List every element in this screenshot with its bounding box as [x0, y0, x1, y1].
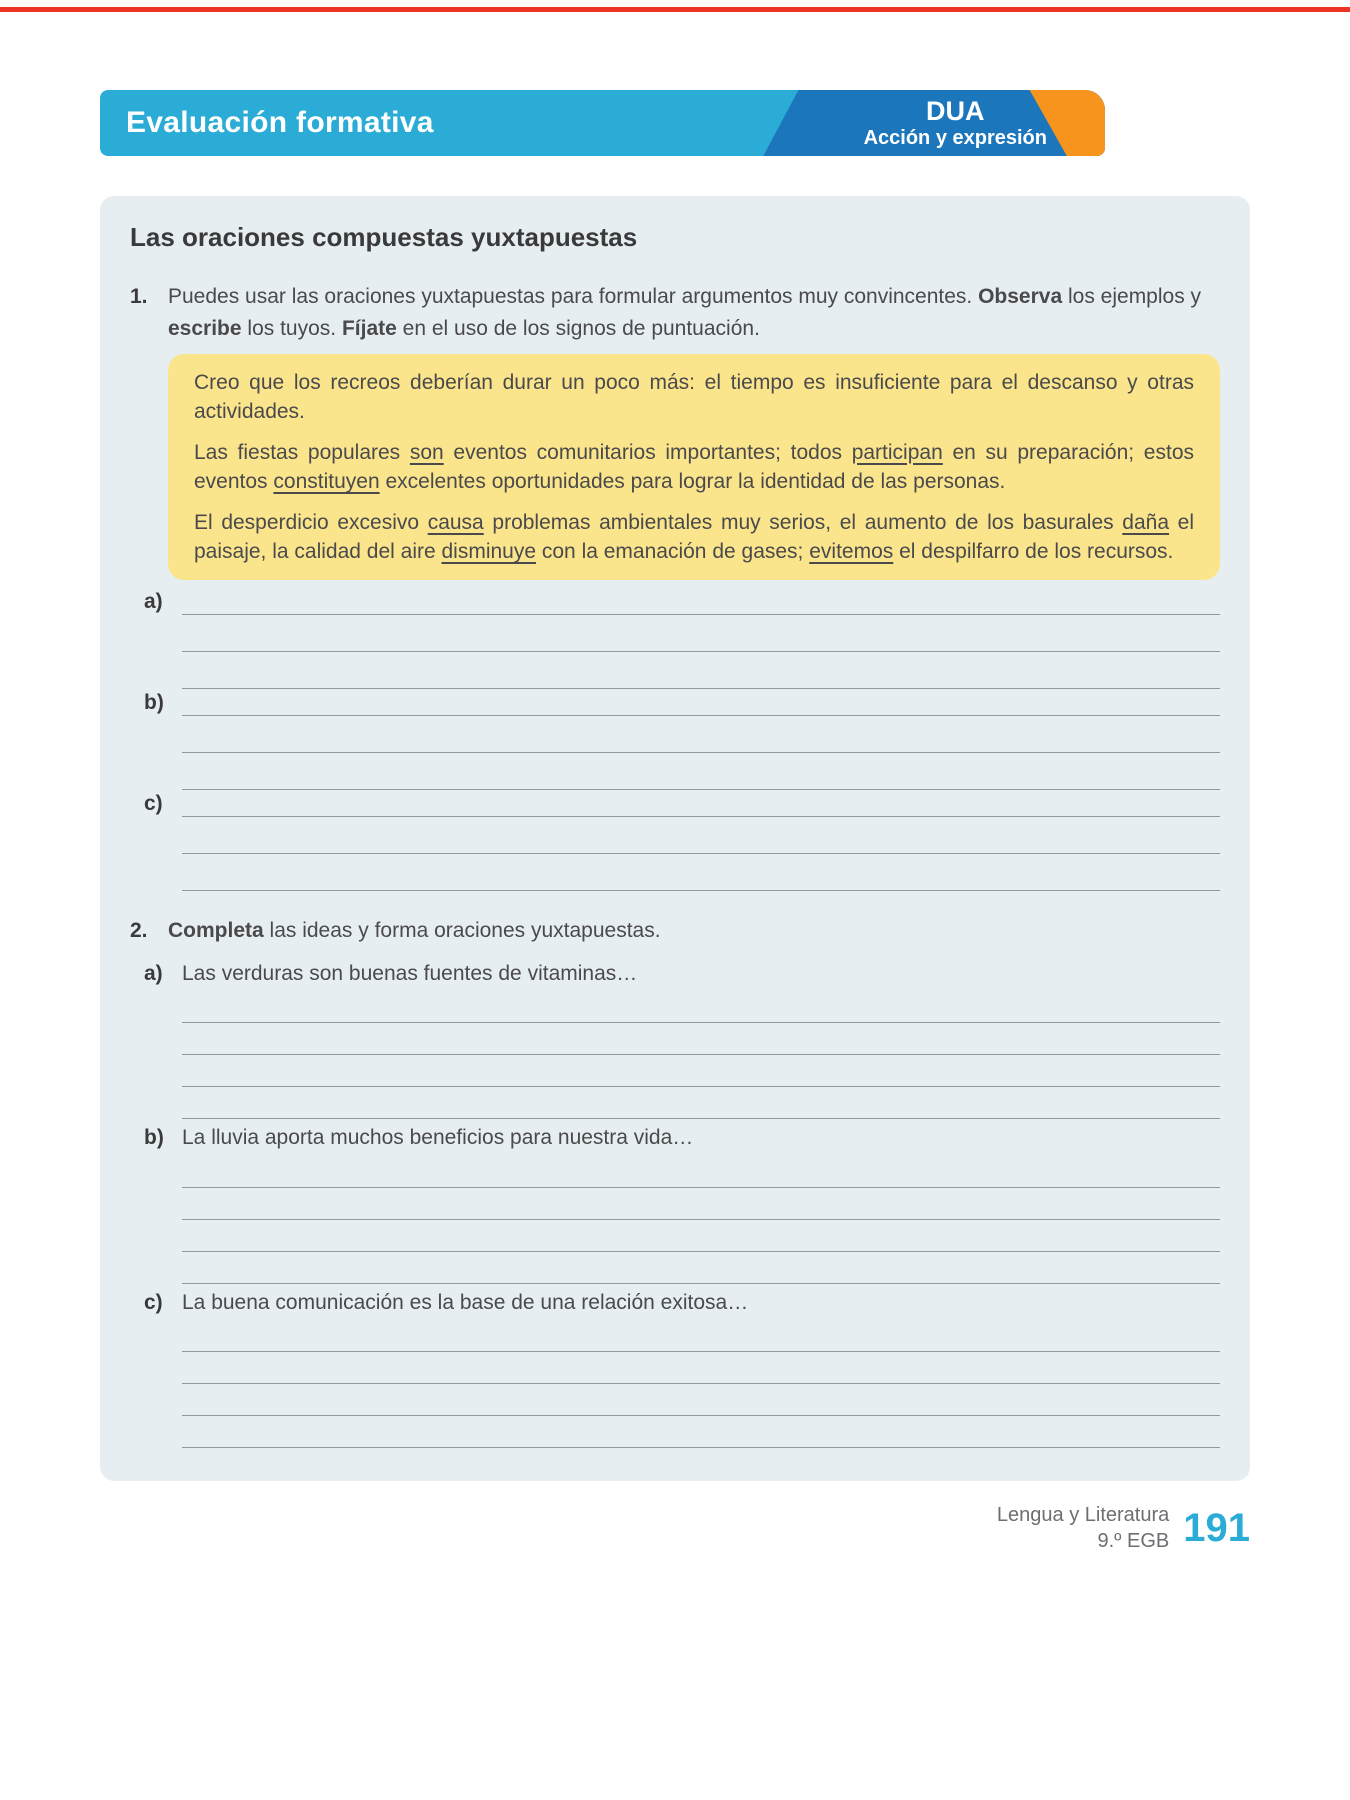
answer-line — [182, 854, 1220, 891]
answer-line — [182, 1384, 1220, 1416]
worksheet-panel — [100, 196, 1250, 1481]
text-segment: los ejemplos y — [1062, 285, 1202, 308]
completion-lines-b — [182, 1154, 1220, 1284]
underlined-word: participan — [851, 440, 943, 464]
underlined-word: evitemos — [809, 539, 894, 563]
answer-line — [182, 1087, 1220, 1119]
text-segment: el paisaje, la calidad del aire — [194, 510, 1195, 563]
text-segment: Las fiestas populares — [194, 440, 410, 464]
header-banner — [100, 90, 1105, 156]
page-footer — [997, 1502, 1250, 1554]
answer-lines-c — [182, 790, 1220, 891]
answer-line — [182, 1188, 1220, 1220]
completion-prompt-b: La lluvia aporta muchos beneficios para nuestra vida… — [182, 1126, 694, 1150]
completion-label-c: c) — [144, 1290, 163, 1314]
completion-lines-a — [182, 989, 1220, 1119]
text-segment: en el uso de los signos de puntuación. — [396, 316, 760, 340]
exercise-1-prompt — [168, 281, 1220, 344]
answer-line — [182, 1023, 1220, 1055]
completion-item-b-head — [144, 1123, 1220, 1153]
answer-block-a — [144, 588, 1220, 689]
answer-line — [182, 1252, 1220, 1284]
text-segment: Puedes usar las oraciones yuxtapuestas para formular argumentos muy convincentes. — [168, 285, 979, 308]
answer-line — [182, 588, 1220, 615]
answer-label-c: c) — [144, 792, 163, 816]
answer-line — [182, 1352, 1220, 1384]
exercise-1-number: 1. — [130, 285, 148, 308]
text-segment: las ideas y forma oraciones yuxtapuestas. — [263, 919, 661, 943]
answer-line — [182, 1220, 1220, 1252]
exercise-2-prompt — [168, 915, 1220, 947]
dua-badge — [864, 96, 1047, 150]
answer-block-b — [144, 689, 1220, 790]
header-title: Evaluación formativa — [126, 106, 434, 139]
underlined-word: son — [409, 440, 444, 464]
exercise-2-number: 2. — [130, 919, 148, 943]
underlined-word: disminuye — [441, 539, 537, 563]
bold-keyword: escribe — [168, 316, 242, 340]
footer-subject: Lengua y Literatura — [996, 1504, 1170, 1526]
answer-line — [182, 652, 1220, 689]
answer-label-b: b) — [144, 691, 164, 715]
completion-label-b: b) — [144, 1126, 164, 1150]
completion-label-a: a) — [144, 961, 163, 985]
text-segment: el despilfarro de los recursos. — [893, 539, 1174, 563]
answer-line — [182, 790, 1220, 817]
text-segment: en su preparación; estos eventos — [194, 440, 1194, 494]
answer-lines-a — [182, 588, 1220, 689]
text-segment: excelentes oportunidades para lograr la identidad de las personas. — [379, 470, 1006, 494]
text-segment: Creo que los recreos deberían durar un poco más: el tiempo es insuficiente para el descanso y otras actividades. — [194, 371, 1194, 424]
answer-line — [182, 753, 1220, 790]
answer-line — [182, 689, 1220, 716]
text-segment: con la emanación de gases; — [536, 539, 810, 563]
text-segment: eventos comunitarios importantes; todos — [443, 440, 852, 464]
examples-box — [168, 354, 1220, 580]
worksheet-title: Las oraciones compuestas yuxtapuestas — [130, 222, 638, 252]
page-number: 191 — [1183, 1505, 1250, 1550]
answer-line — [182, 1055, 1220, 1087]
answer-line — [182, 1416, 1220, 1448]
text-segment: El desperdicio excesivo — [194, 510, 428, 534]
bold-keyword: Completa — [168, 919, 264, 943]
example-sentence-2 — [194, 438, 1194, 497]
answer-line — [182, 716, 1220, 753]
answer-lines-b — [182, 689, 1220, 790]
answer-block-c — [144, 790, 1220, 891]
dua-subtitle: Acción y expresión — [863, 127, 1047, 150]
completion-prompt-a: Las verduras son buenas fuentes de vitaminas… — [182, 961, 638, 985]
example-sentence-1 — [194, 368, 1194, 427]
answer-line — [182, 1318, 1220, 1352]
completion-lines-c — [182, 1318, 1220, 1448]
dua-label: DUA — [926, 95, 985, 126]
completion-item-b — [144, 1123, 1220, 1283]
completion-item-c — [144, 1288, 1220, 1448]
text-segment: problemas ambientales muy serios, el aumento de los basurales — [483, 510, 1123, 534]
underlined-word: daña — [1122, 510, 1170, 534]
exercise-2 — [130, 915, 1220, 947]
answer-line — [182, 817, 1220, 854]
answer-line — [182, 615, 1220, 652]
underlined-word: constituyen — [273, 470, 380, 494]
completion-item-c-head — [144, 1288, 1220, 1318]
text-segment: los tuyos. — [241, 316, 342, 340]
completion-prompt-c: La buena comunicación es la base de una relación exitosa… — [182, 1290, 749, 1314]
underlined-word: causa — [427, 510, 484, 534]
footer-grade: 9.º EGB — [1097, 1530, 1170, 1552]
example-sentence-3 — [194, 508, 1194, 567]
top-accent-rule — [0, 7, 1350, 12]
answer-line — [182, 1154, 1220, 1188]
answer-line — [182, 989, 1220, 1023]
bold-keyword: Observa — [978, 285, 1063, 308]
footer-imprint — [997, 1502, 1169, 1554]
completion-item-a-head — [144, 959, 1220, 989]
answer-label-a: a) — [144, 590, 163, 614]
exercise-1 — [130, 281, 1220, 344]
completion-item-a — [144, 959, 1220, 1119]
bold-keyword: Fíjate — [341, 316, 397, 340]
